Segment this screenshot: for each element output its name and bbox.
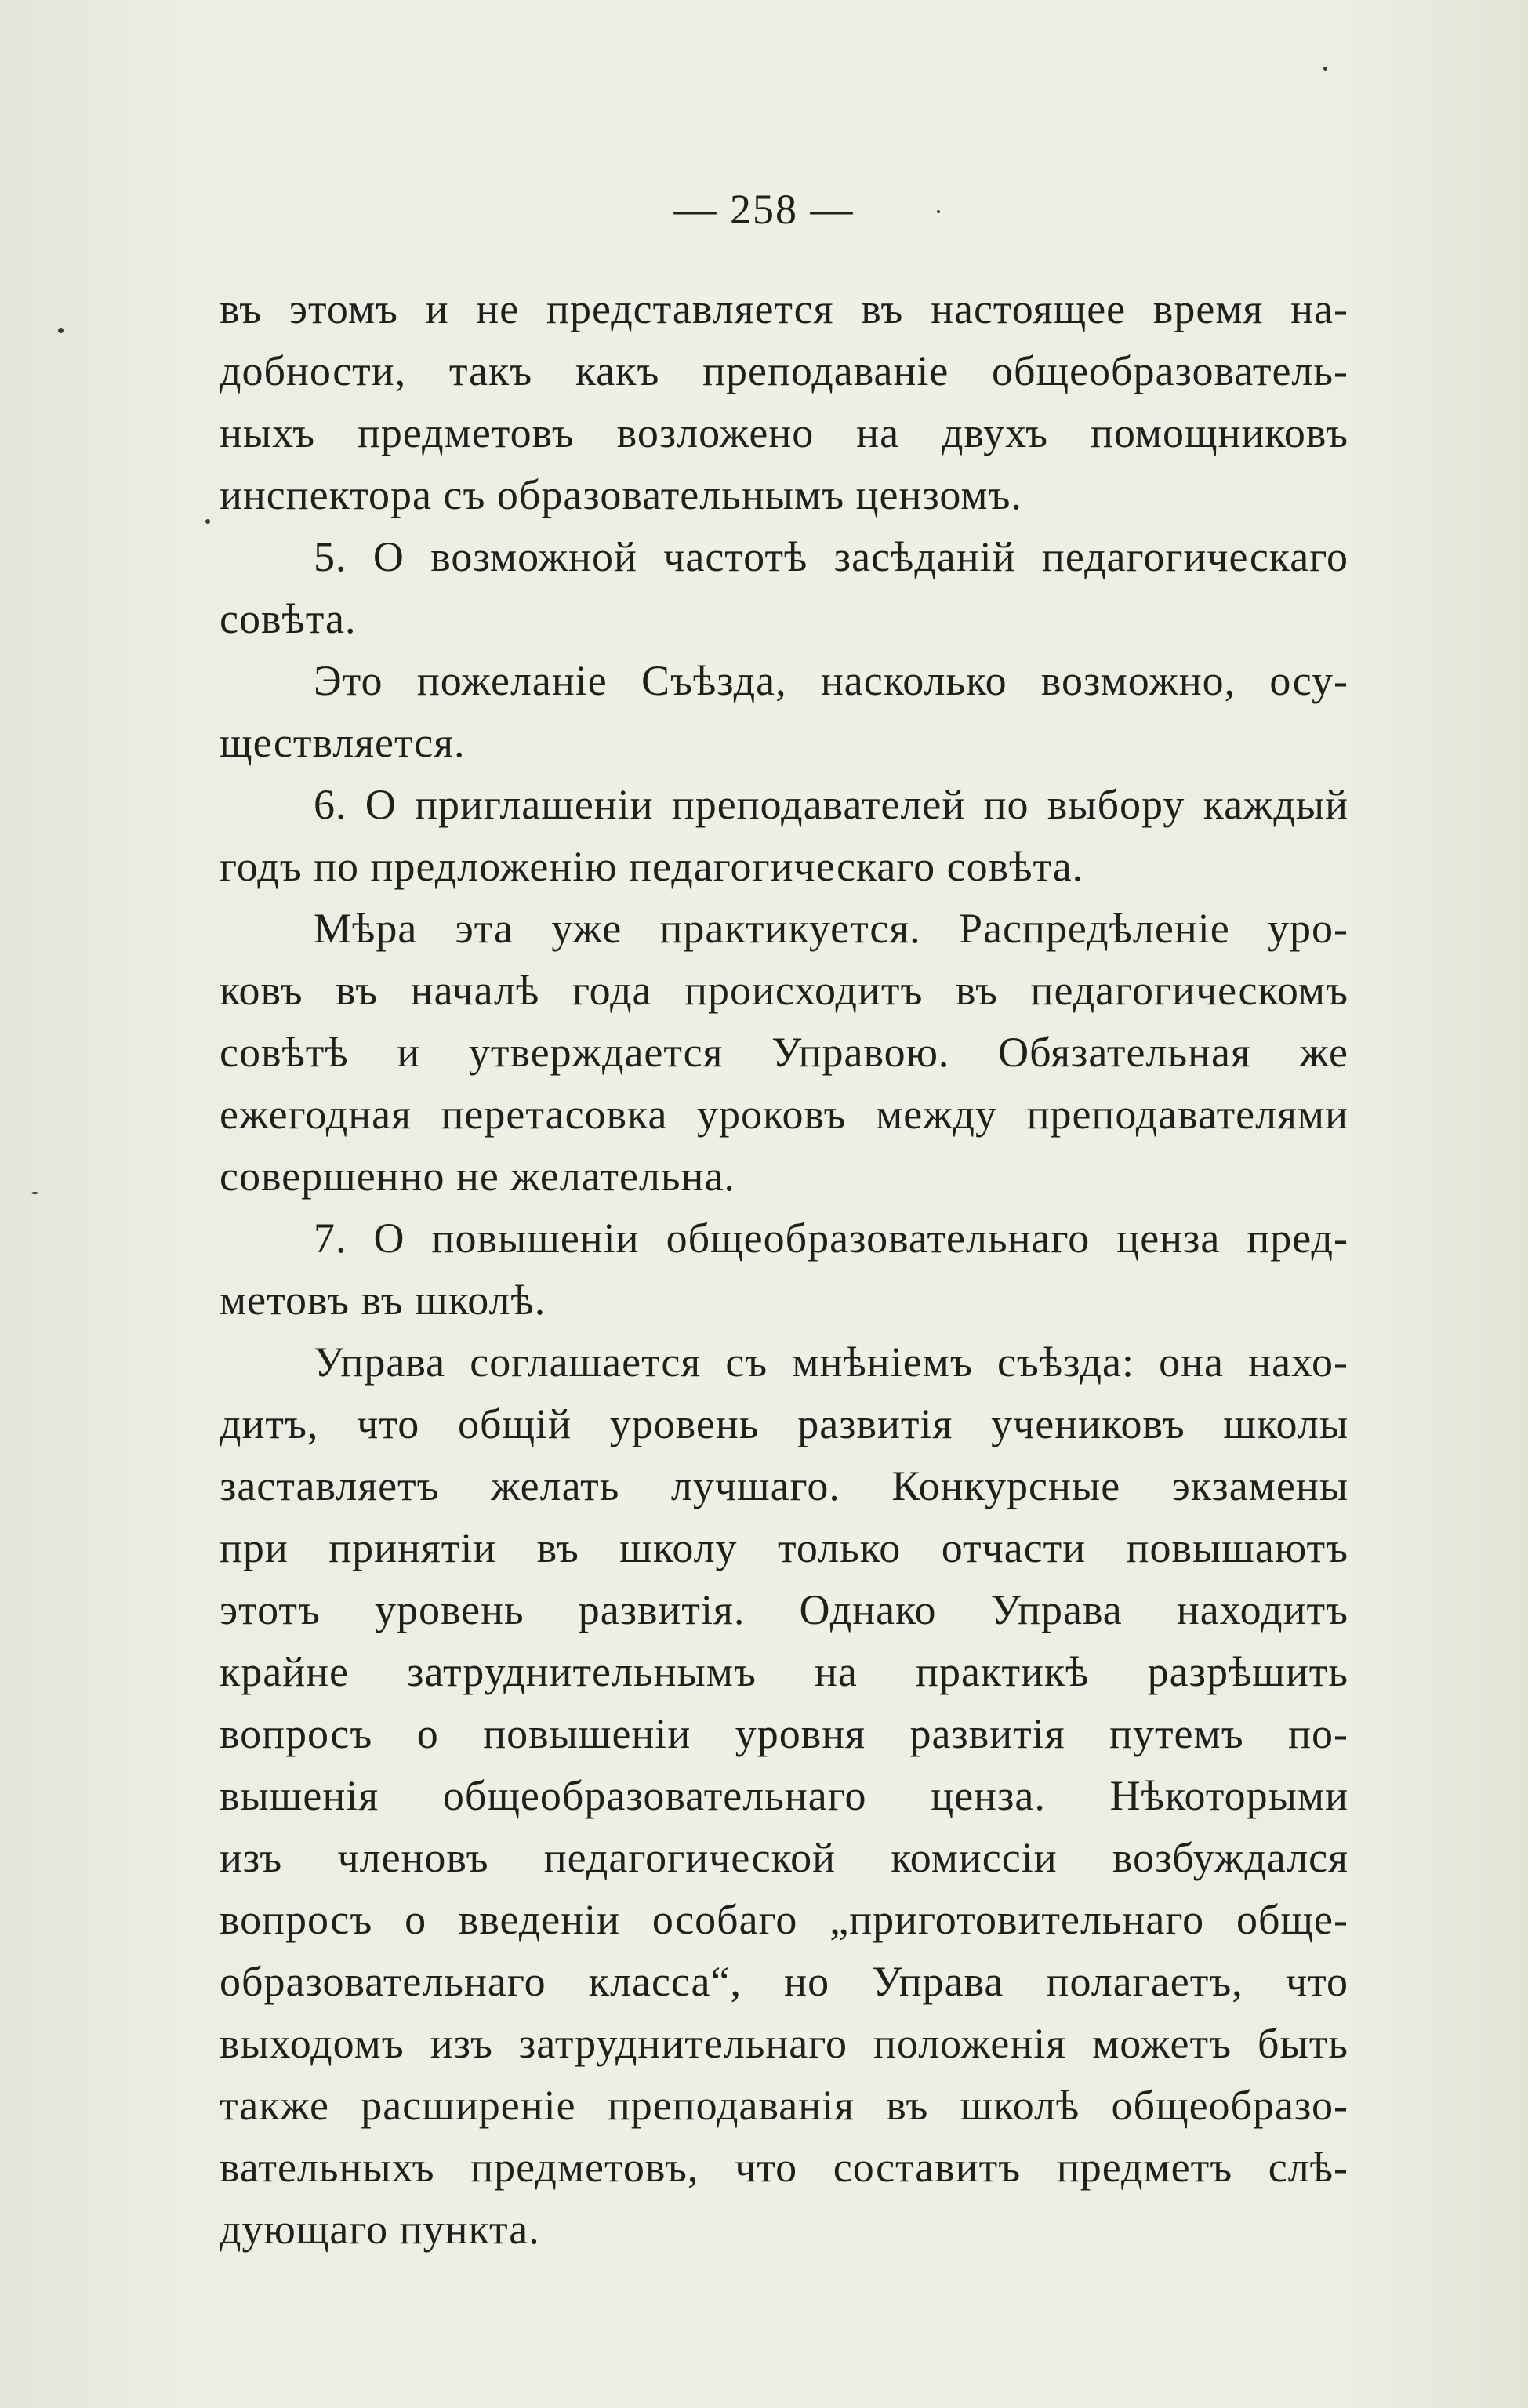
text-line: совѣта. (220, 595, 357, 642)
text-line: 5. О возможной частотѣ засѣданiй педагогическаго (314, 533, 1348, 580)
print-speck (31, 1192, 38, 1194)
text-line: вательныхъ предметовъ, что составитъ предметъ слѣ- (220, 2144, 1348, 2191)
text-line: образовательнаго класса“, но Управа полагаетъ, что (220, 1958, 1348, 2005)
text-line: заставляетъ желать лучшаго. Конкурсные экзамены (220, 1462, 1348, 1509)
body-text (220, 278, 1348, 2261)
text-line: вышенiя общеобразовательнаго ценза. Нѣкоторыми (220, 1772, 1348, 1819)
text-line: Это пожеланiе Съѣзда, насколько возможно, осу- (314, 657, 1348, 704)
text-line: выходомъ изъ затруднительнаго положенiя можетъ быть (220, 2020, 1348, 2067)
text-line: вопросъ о введенiи особаго „приготовительнаго обще- (220, 1896, 1348, 1943)
text-line: 6. О приглашенiи преподавателей по выбору каждый (314, 781, 1348, 828)
text-line: ществляется. (220, 719, 466, 766)
text-line: Мѣра эта уже практикуется. Распредѣленiе уро- (314, 905, 1348, 952)
text-line: дитъ, что общiй уровень развитiя учениковъ школы (220, 1400, 1348, 1447)
text-line: инспектора съ образовательнымъ цензомъ. (220, 471, 1022, 518)
text-line: этотъ уровень развитiя. Однако Управа находитъ (220, 1586, 1348, 1633)
print-speck (937, 210, 940, 213)
text-line: Управа соглашается съ мнѣнiемъ съѣзда: она нахо- (314, 1338, 1348, 1386)
text-line: совершенно не желательна. (220, 1153, 735, 1200)
text-line: при принятiи въ школу только отчасти повышаютъ (220, 1524, 1348, 1571)
print-speck (58, 328, 64, 333)
text-line: 7. О повышенiи общеобразовательнаго ценза пред- (314, 1215, 1348, 1262)
text-line: въ этомъ и не представляется въ настоящее время на- (220, 285, 1348, 332)
text-line: совѣтѣ и утверждается Управою. Обязательная же (220, 1029, 1348, 1076)
text-line: ныхъ предметовъ возложено на двухъ помощниковъ (220, 409, 1348, 456)
text-line: годъ по предложенiю педагогическаго совѣта. (220, 843, 1084, 890)
page-number: — 258 — (673, 186, 855, 233)
text-line: добности, такъ какъ преподаванiе общеобразователь- (220, 347, 1348, 394)
text-line: метовъ въ школѣ. (220, 1277, 546, 1324)
text-line: изъ членовъ педагогической комиссiи возбуждался (220, 1834, 1348, 1881)
text-line: вопросъ о повышенiи уровня развитiя путемъ по- (220, 1710, 1348, 1757)
text-line: крайне затруднительнымъ на практикѣ разрѣшить (220, 1648, 1348, 1695)
text-line: дующаго пункта. (220, 2206, 540, 2253)
print-speck (205, 519, 210, 524)
text-line: ежегодная перетасовка уроковъ между преподавателями (220, 1091, 1348, 1138)
print-speck (1323, 67, 1327, 71)
text-line: ковъ въ началѣ года происходитъ въ педагогическомъ (220, 967, 1348, 1014)
text-line: также расширенiе преподаванiя въ школѣ общеобразо- (220, 2082, 1348, 2129)
